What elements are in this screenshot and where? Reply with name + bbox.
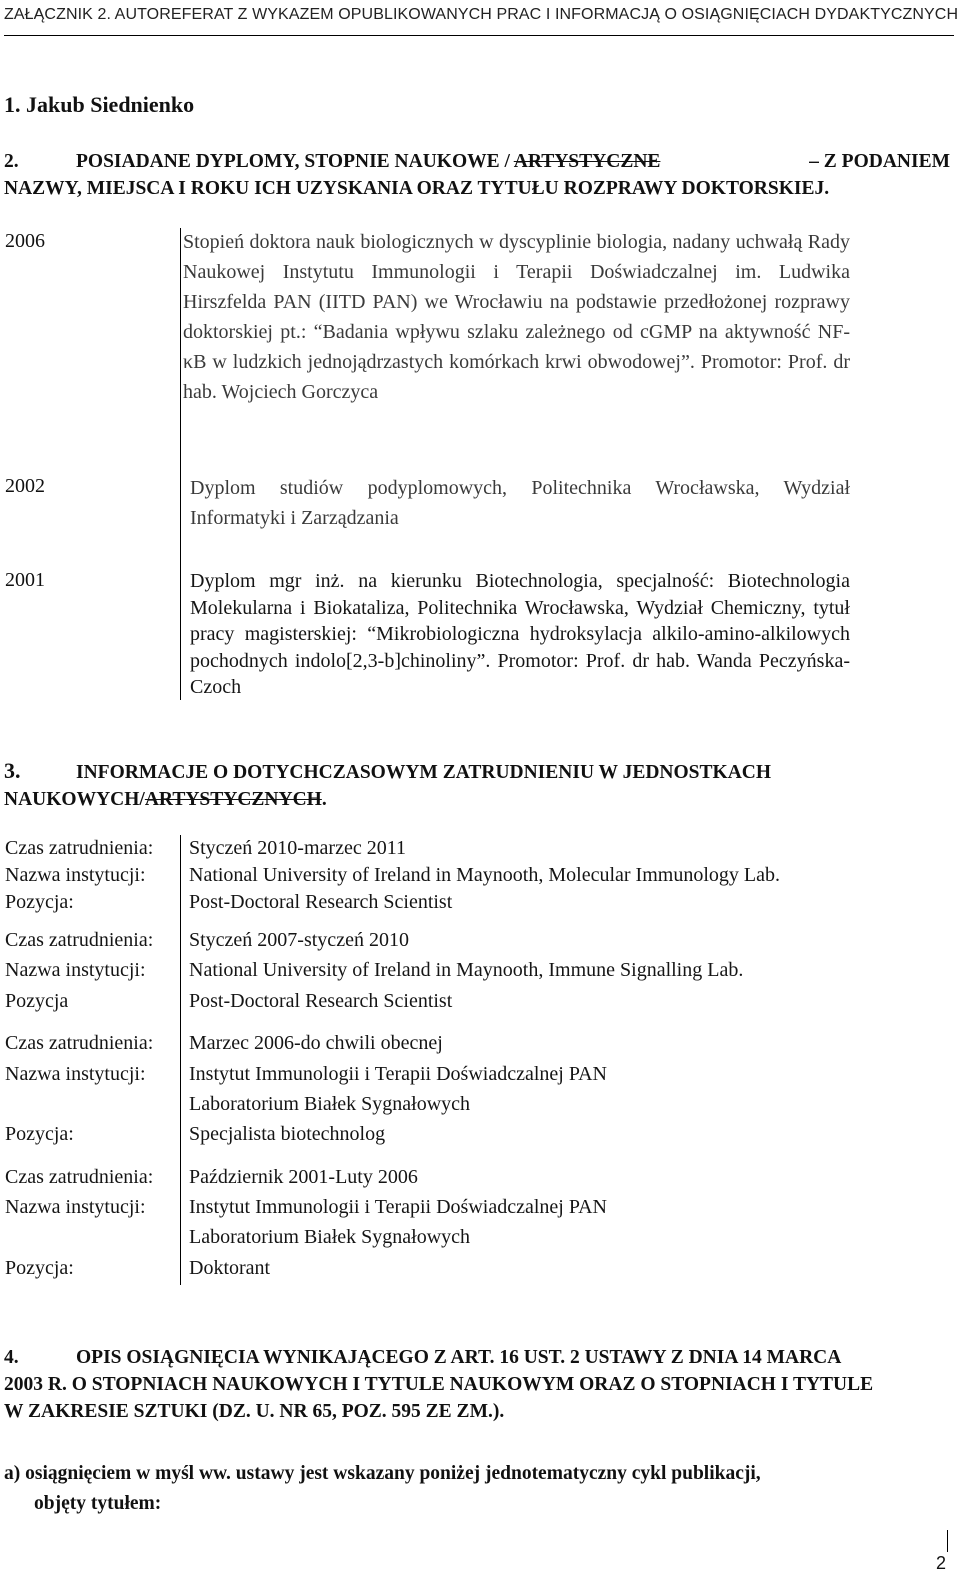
employment-institution-label: Nazwa instytucji:: [5, 864, 146, 886]
employment-divider-line: [180, 835, 181, 1285]
employment-position: Post-Doctoral Research Scientist: [189, 990, 453, 1012]
employment-position-label: Pozycja:: [5, 1123, 74, 1145]
section3-heading: [4, 757, 950, 813]
section3-line2-after: .: [321, 789, 327, 810]
employment-institution: National University of Ireland in Maynooth, Molecular Immunology Lab.: [189, 864, 780, 886]
section4-line2: 2003 R. O STOPNIACH NAUKOWYCH I TYTULE NAUKOWYM ORAZ O STOPNIACH I TYTULE: [4, 1374, 874, 1395]
section2-line1-strike: ARTYSTYCZNE: [513, 151, 661, 172]
degree-description: Dyplom mgr inż. na kierunku Biotechnologia, specjalność: Biotechnologia Molekularna i Biokataliza, Politechnika Wrocławska, Wydział Chemiczny, tytuł pracy magisterskiej: “Mikrobiologiczna hydroksylacja alkilo-amino-alkilowych pochodnych indolo[2,3-b]chinoliny”. Promotor: Prof. dr hab. Wanda Peczyńska-Czoch: [190, 570, 850, 698]
page-number: 2: [935, 1553, 946, 1573]
section3-line2-strike: ARTYSTYCZNYCH: [144, 789, 322, 810]
page-header: [4, 6, 959, 24]
section3-line1: INFORMACJE O DOTYCHCZASOWYM ZATRUDNIENIU W JEDNOSTKACH: [76, 762, 772, 783]
section2-heading: [4, 148, 950, 202]
degree-divider-line: [180, 228, 181, 700]
person-heading: 1. Jakub Siednienko: [4, 92, 195, 117]
employment-position: Doktorant: [189, 1257, 271, 1279]
employment-institution-label: Nazwa instytucji:: [5, 959, 146, 981]
section2-line1-before: POSIADANE DYPLOMY, STOPNIE NAUKOWE /: [76, 151, 514, 172]
degree-year: 2002: [5, 475, 45, 497]
degree-year: 2001: [5, 569, 45, 591]
employment-period: Styczeń 2010-marzec 2011: [189, 837, 406, 859]
employment-institution-label: Nazwa instytucji:: [5, 1196, 146, 1218]
section2-line1-after: – Z PODANIEM: [809, 151, 950, 172]
section2-number: 2.: [4, 151, 19, 172]
employment-period: Styczeń 2007-styczeń 2010: [189, 929, 409, 951]
employment-position-label: Pozycja:: [5, 891, 74, 913]
employment-period-label: Czas zatrudnienia:: [5, 1032, 154, 1054]
achievement-intro-line2: objęty tytułem:: [34, 1493, 162, 1514]
employment-position: Post-Doctoral Research Scientist: [189, 891, 453, 913]
employment-period-label: Czas zatrudnienia:: [5, 1166, 154, 1188]
employment-period: Marzec 2006-do chwili obecnej: [189, 1032, 443, 1054]
employment-period-label: Czas zatrudnienia:: [5, 837, 154, 859]
section2-line2: NAZWY, MIEJSCA I ROKU ICH UZYSKANIA ORAZ TYTUŁU ROZPRAWY DOKTORSKIEJ.: [4, 178, 830, 199]
section3-number: 3.: [4, 758, 21, 783]
section4-line1: OPIS OSIĄGNIĘCIA WYNIKAJĄCEGO Z ART. 16 UST. 2 USTAWY Z DNIA 14 MARCA: [76, 1347, 842, 1368]
section4-number: 4.: [4, 1347, 19, 1368]
employment-period-label: Czas zatrudnienia:: [5, 929, 154, 951]
employment-institution: National University of Ireland in Maynooth, Immune Signalling Lab.: [189, 959, 744, 981]
employment-institution: Instytut Immunologii i Terapii Doświadczalnej PAN: [189, 1196, 607, 1218]
achievement-intro: [4, 1459, 761, 1519]
employment-position-label: Pozycja:: [5, 1257, 74, 1279]
section3-line2-before: NAUKOWYCH/: [4, 789, 145, 810]
employment-institution-unit: Laboratorium Białek Sygnałowych: [189, 1093, 471, 1115]
section4-heading: [4, 1344, 950, 1425]
employment-institution: Instytut Immunologii i Terapii Doświadczalnej PAN: [189, 1063, 607, 1085]
employment-period: Październik 2001-Luty 2006: [189, 1166, 418, 1188]
employment-position-label: Pozycja: [5, 990, 69, 1012]
header-rule: [4, 35, 954, 36]
degree-description: Stopień doktora nauk biologicznych w dyscyplinie biologia, nadany uchwałą Rady Naukowej Instytutu Immunologii i Terapii Doświadczalnej im. Ludwika Hirszfelda PAN (IITD PAN) we Wrocławiu na podstawie przedłożonej rozprawy doktorskiej pt.: “Badania wpływu szlaku zależnego od cGMP na aktywność NF-κB w ludzkich jednojądrzastych komórkach krwi obwodowej”. Promotor: Prof. dr hab. Wojciech Gorczyca: [183, 231, 850, 403]
achievement-intro-line1: a) osiągnięciem w myśl ww. ustawy jest wskazany poniżej jednotematyczny cykl publikacji,: [4, 1463, 761, 1484]
degree-year: 2006: [5, 230, 45, 252]
employment-position: Specjalista biotechnolog: [189, 1123, 386, 1145]
degree-description: Dyplom studiów podyplomowych, Politechnika Wrocławska, Wydział Informatyki i Zarządzania: [190, 477, 850, 529]
section4-line3: W ZAKRESIE SZTUKI (DZ. U. NR 65, POZ. 595 ZE ZM.).: [4, 1401, 505, 1422]
footer-margin-line: [947, 1530, 948, 1552]
employment-institution-unit: Laboratorium Białek Sygnałowych: [189, 1226, 471, 1248]
employment-institution-label: Nazwa instytucji:: [5, 1063, 146, 1085]
header-text: ZAŁĄCZNIK 2. AUTOREFERAT Z WYKAZEM OPUBLIKOWANYCH PRAC I INFORMACJĄ O OSIĄGNIĘCIACH DYDAKTYCZNYCH: [4, 6, 959, 23]
